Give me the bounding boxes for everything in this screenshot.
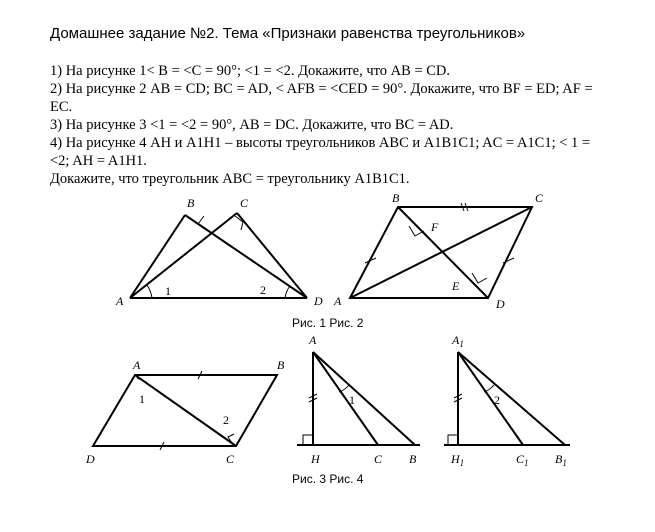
fig4a-right-angle-h (303, 435, 313, 445)
fig4b-right-angle-h1 (448, 435, 458, 445)
fig2-right-angle-e (472, 273, 487, 283)
fig3-label-a: A (133, 358, 141, 372)
fig4b-label-c1: $C_1$ (516, 452, 529, 468)
fig4a-label-c: C (374, 452, 383, 466)
task-4: 4) На рисунке 4 AH и A1H1 – высоты треугольников ABC и A1B1C1; AC = A1C1; < 1 = <2; AH = A1H1. (50, 135, 591, 169)
figure-4-left (297, 352, 420, 445)
fig1-segment-ac (130, 213, 237, 298)
fig3-label-b: B (277, 358, 285, 372)
figure-3 (93, 371, 277, 450)
fig1-label-a: A (116, 294, 124, 308)
fig4a-segment-ac (313, 352, 378, 445)
fig1-angle-arc-2 (285, 286, 290, 298)
fig1-angle-2-label: 2 (260, 283, 266, 297)
fig1-label-d: D (314, 294, 323, 308)
fig4a-angle-1-label: 1 (349, 393, 355, 407)
fig2-label-e: E (452, 279, 460, 293)
fig1-segment-bd (185, 215, 307, 298)
fig1-segment-ab (130, 215, 185, 298)
fig3-label-c: C (226, 452, 235, 466)
fig2-label-f: F (431, 220, 439, 234)
fig4b-angle-2-label: 2 (494, 393, 500, 407)
fig2-segment-bf (398, 207, 488, 298)
fig4b-label-h1: $H_1$ (451, 452, 465, 468)
fig4a-label-b: B (409, 452, 417, 466)
fig2-label-c: C (535, 191, 544, 205)
fig1-angle-arc-1 (147, 285, 152, 298)
fig4a-segment-ab (313, 352, 415, 445)
task-4-conclusion: Докажите, что треугольник ABC = треугольнику A1B1C1. (50, 171, 410, 187)
fig3-angle-2-label: 2 (223, 413, 229, 427)
fig2-tick-cd (503, 258, 514, 263)
fig4a-label-h: H (311, 452, 320, 466)
fig4b-angle-arc-2 (484, 385, 494, 392)
fig1-segment-cd (237, 213, 307, 298)
caption-fig-1-2: Рис. 1 Рис. 2 (292, 316, 364, 330)
fig4b-segment-a1b1 (458, 352, 565, 445)
task-1: 1) На рисунке 1< B = <C = 90°; <1 = <2. Докажите, что AB = CD. (50, 63, 451, 79)
fig1-label-c: C (240, 196, 249, 210)
task-3: 3) На рисунке 3 <1 = <2 = 90°, AB = DC. Докажите, что BC = AD. (50, 117, 454, 133)
fig2-label-a: A (334, 294, 342, 308)
figure-4-right (444, 352, 570, 445)
fig4b-segment-a1c1 (458, 352, 523, 445)
page-title: Домашнее задание №2. Тема «Признаки равенства треугольников» (50, 25, 526, 42)
fig1-label-b: B (187, 196, 195, 210)
fig2-label-b: B (392, 191, 400, 205)
fig3-angle-1-label: 1 (139, 392, 145, 406)
caption-fig-3-4: Рис. 3 Рис. 4 (292, 472, 364, 486)
task-2: 2) На рисунке 2 AB = CD; BC = AD, < AFB = <CED = 90°. Докажите, что BF = ED; AF = EC. (50, 81, 593, 115)
fig1-angle-1-label: 1 (165, 284, 171, 298)
fig2-diagonal-ac (350, 207, 532, 298)
fig4b-label-a1: $A_1$ (452, 333, 464, 349)
fig4a-angle-arc-1 (339, 385, 349, 392)
fig3-label-d: D (86, 452, 95, 466)
fig4b-label-b1: $B_1$ (555, 452, 567, 468)
fig4a-label-a: A (309, 333, 317, 347)
figure-2 (350, 203, 532, 298)
figure-1 (130, 213, 307, 298)
fig3-diagonal-ac (135, 375, 236, 446)
fig1-right-angle-b (189, 216, 204, 224)
fig2-label-d: D (496, 297, 505, 311)
